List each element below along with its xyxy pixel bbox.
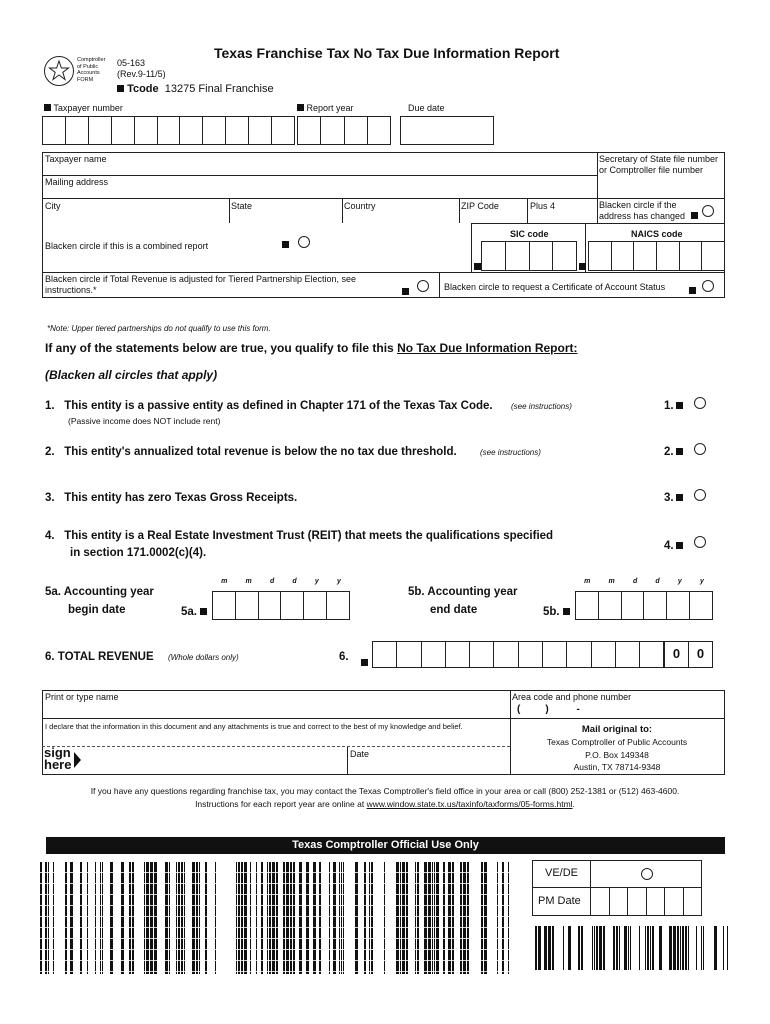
- star-icon: [45, 57, 73, 85]
- combined-report-label: Blacken circle if this is a combined report: [45, 241, 209, 251]
- total-revenue-marker: 6.: [339, 651, 349, 663]
- vede-circle[interactable]: [641, 868, 653, 880]
- sic-code-label: SIC code: [510, 229, 549, 239]
- footer-link[interactable]: www.window.state.tx.us/taxinfo/taxforms/05-forms.html: [366, 799, 573, 809]
- statement-2-note: (see instructions): [480, 448, 541, 457]
- statement-1-sub: (Passive income does NOT include rent): [68, 416, 221, 426]
- form-number: 05-163: [117, 58, 146, 68]
- date-label: Date: [350, 749, 370, 759]
- total-revenue-input[interactable]: [372, 641, 713, 668]
- begin-date-input[interactable]: [212, 591, 350, 620]
- statement-1: 1. This entity is a passive entity as defined in Chapter 171 of the Texas Tax Code.: [45, 400, 493, 412]
- begin-date-label-1: 5a. Accounting year: [45, 586, 154, 598]
- signature-input[interactable]: [90, 748, 345, 773]
- form-title: Texas Franchise Tax No Tax Due Information Report: [214, 45, 560, 61]
- end-date-format: m m d d y y: [584, 578, 704, 585]
- sic-code-input[interactable]: [481, 241, 577, 271]
- sos-file-label: Secretary of State file number or Comptroller file number: [599, 154, 719, 175]
- phone-label: Area code and phone number: [512, 692, 632, 702]
- sign-arrow-icon: [74, 752, 81, 768]
- end-date-marker: 5b.: [543, 604, 570, 618]
- address-changed-label: Blacken circle if the address has changed: [599, 200, 686, 221]
- taxpayer-name-input[interactable]: [45, 159, 595, 173]
- end-date-label-2: end date: [430, 604, 478, 616]
- naics-code-label: NAICS code: [631, 229, 683, 239]
- total-revenue-cents: 0 0: [664, 641, 713, 668]
- print-name-label: Print or type name: [45, 692, 119, 702]
- form-revision: (Rev.9-11/5): [117, 69, 166, 79]
- pm-date-input[interactable]: [590, 887, 702, 916]
- statement-4-sub: in section 171.0002(c)(4).: [70, 547, 207, 559]
- comptroller-seal-logo: [44, 56, 74, 86]
- report-year-label: Report year: [297, 103, 354, 113]
- combined-report-circle[interactable]: [298, 236, 310, 248]
- print-name-input[interactable]: [45, 703, 505, 716]
- phone-input[interactable]: ( ) -: [517, 704, 580, 715]
- begin-date-format: m m d d y y: [221, 578, 341, 585]
- footer-contact: If you have any questions regarding franchise tax, you may contact the Texas Comptroller's field office in your area or call (800) 252-1381 or (512) 463-4600.: [90, 786, 680, 796]
- end-date-input[interactable]: [575, 591, 713, 620]
- due-date-input[interactable]: [400, 116, 494, 145]
- city-label: City: [45, 201, 61, 211]
- tiered-note: *Note: Upper tiered partnerships do not qualify to use this form.: [47, 324, 271, 333]
- barcode-2d-left: [40, 862, 515, 974]
- certificate-circle[interactable]: [702, 280, 714, 292]
- declaration-text: I declare that the information in this document and any attachments is true and correct to the best of my knowledge and belief.: [45, 722, 463, 731]
- official-use-banner: Texas Comptroller Official Use Only: [46, 837, 725, 854]
- qualify-heading: If any of the statements below are true, you qualify to file this No Tax Due Information Report:: [45, 341, 578, 355]
- country-label: Country: [344, 201, 376, 211]
- state-label: State: [231, 201, 253, 211]
- statement-3-marker: 3.: [664, 492, 683, 504]
- statement-2: 2. This entity's annualized total revenue is below the no tax due threshold.: [45, 446, 457, 458]
- taxpayer-number-input[interactable]: [42, 116, 295, 145]
- tcode-line: Tcode 13275 Final Franchise: [117, 83, 274, 95]
- taxpayer-name-label: Taxpayer name: [45, 154, 107, 164]
- pm-date-label: PM Date: [538, 895, 581, 907]
- vede-label: VE/DE: [545, 867, 579, 879]
- total-revenue-label: 6. TOTAL REVENUE: [45, 651, 154, 663]
- statement-3-circle[interactable]: [694, 489, 706, 501]
- mailing-address-label: Mailing address: [45, 177, 109, 187]
- naics-code-input[interactable]: [588, 241, 725, 271]
- total-revenue-note: (Whole dollars only): [168, 653, 239, 662]
- statement-2-circle[interactable]: [694, 443, 706, 455]
- begin-date-marker: 5a.: [181, 604, 207, 618]
- taxpayer-number-label: Taxpayer number: [44, 103, 123, 113]
- statement-2-marker: 2.: [664, 446, 683, 458]
- statement-1-marker: 1.: [664, 400, 683, 412]
- begin-date-label-2: begin date: [68, 604, 126, 616]
- statement-1-note: (see instructions): [511, 402, 572, 411]
- tiered-partnership-circle[interactable]: [417, 280, 429, 292]
- plus4-label: Plus 4: [530, 201, 556, 211]
- due-date-label: Due date: [408, 103, 445, 113]
- statement-4-circle[interactable]: [694, 536, 706, 548]
- footer-instructions: Instructions for each report year are online at www.window.state.tx.us/taxinfo/taxforms/05-forms.html.: [195, 799, 575, 809]
- mail-line-2: P.O. Box 149348: [585, 750, 649, 760]
- report-year-input[interactable]: [297, 116, 391, 145]
- signature-date-input[interactable]: [350, 760, 505, 773]
- end-date-label-1: 5b. Accounting year: [408, 586, 518, 598]
- statement-4: 4. This entity is a Real Estate Investment Trust (REIT) that meets the qualifications specified: [45, 530, 554, 542]
- certificate-label: Blacken circle to request a Certificate of Account Status: [444, 282, 666, 292]
- sign-here-label: sign here: [44, 745, 72, 772]
- statement-3: 3. This entity has zero Texas Gross Receipts.: [45, 492, 298, 504]
- barcode-linear-right: [530, 926, 732, 970]
- logo-text: Comptroller of Public Accounts FORM: [77, 57, 106, 83]
- mail-title: Mail original to:: [581, 724, 653, 735]
- address-changed-circle[interactable]: [702, 205, 714, 217]
- tiered-partnership-label: Blacken circle if Total Revenue is adjusted for Tiered Partnership Election, see instructions.*: [45, 274, 356, 295]
- mailing-address-input[interactable]: [45, 183, 595, 197]
- statement-1-circle[interactable]: [694, 397, 706, 409]
- mail-line-1: Texas Comptroller of Public Accounts: [546, 737, 688, 747]
- blacken-all-note: (Blacken all circles that apply): [45, 368, 218, 382]
- zip-label: ZIP Code: [461, 201, 499, 211]
- required-marker: [117, 85, 124, 92]
- statement-4-marker: 4.: [664, 540, 683, 552]
- mail-line-3: Austin, TX 78714-9348: [573, 762, 661, 772]
